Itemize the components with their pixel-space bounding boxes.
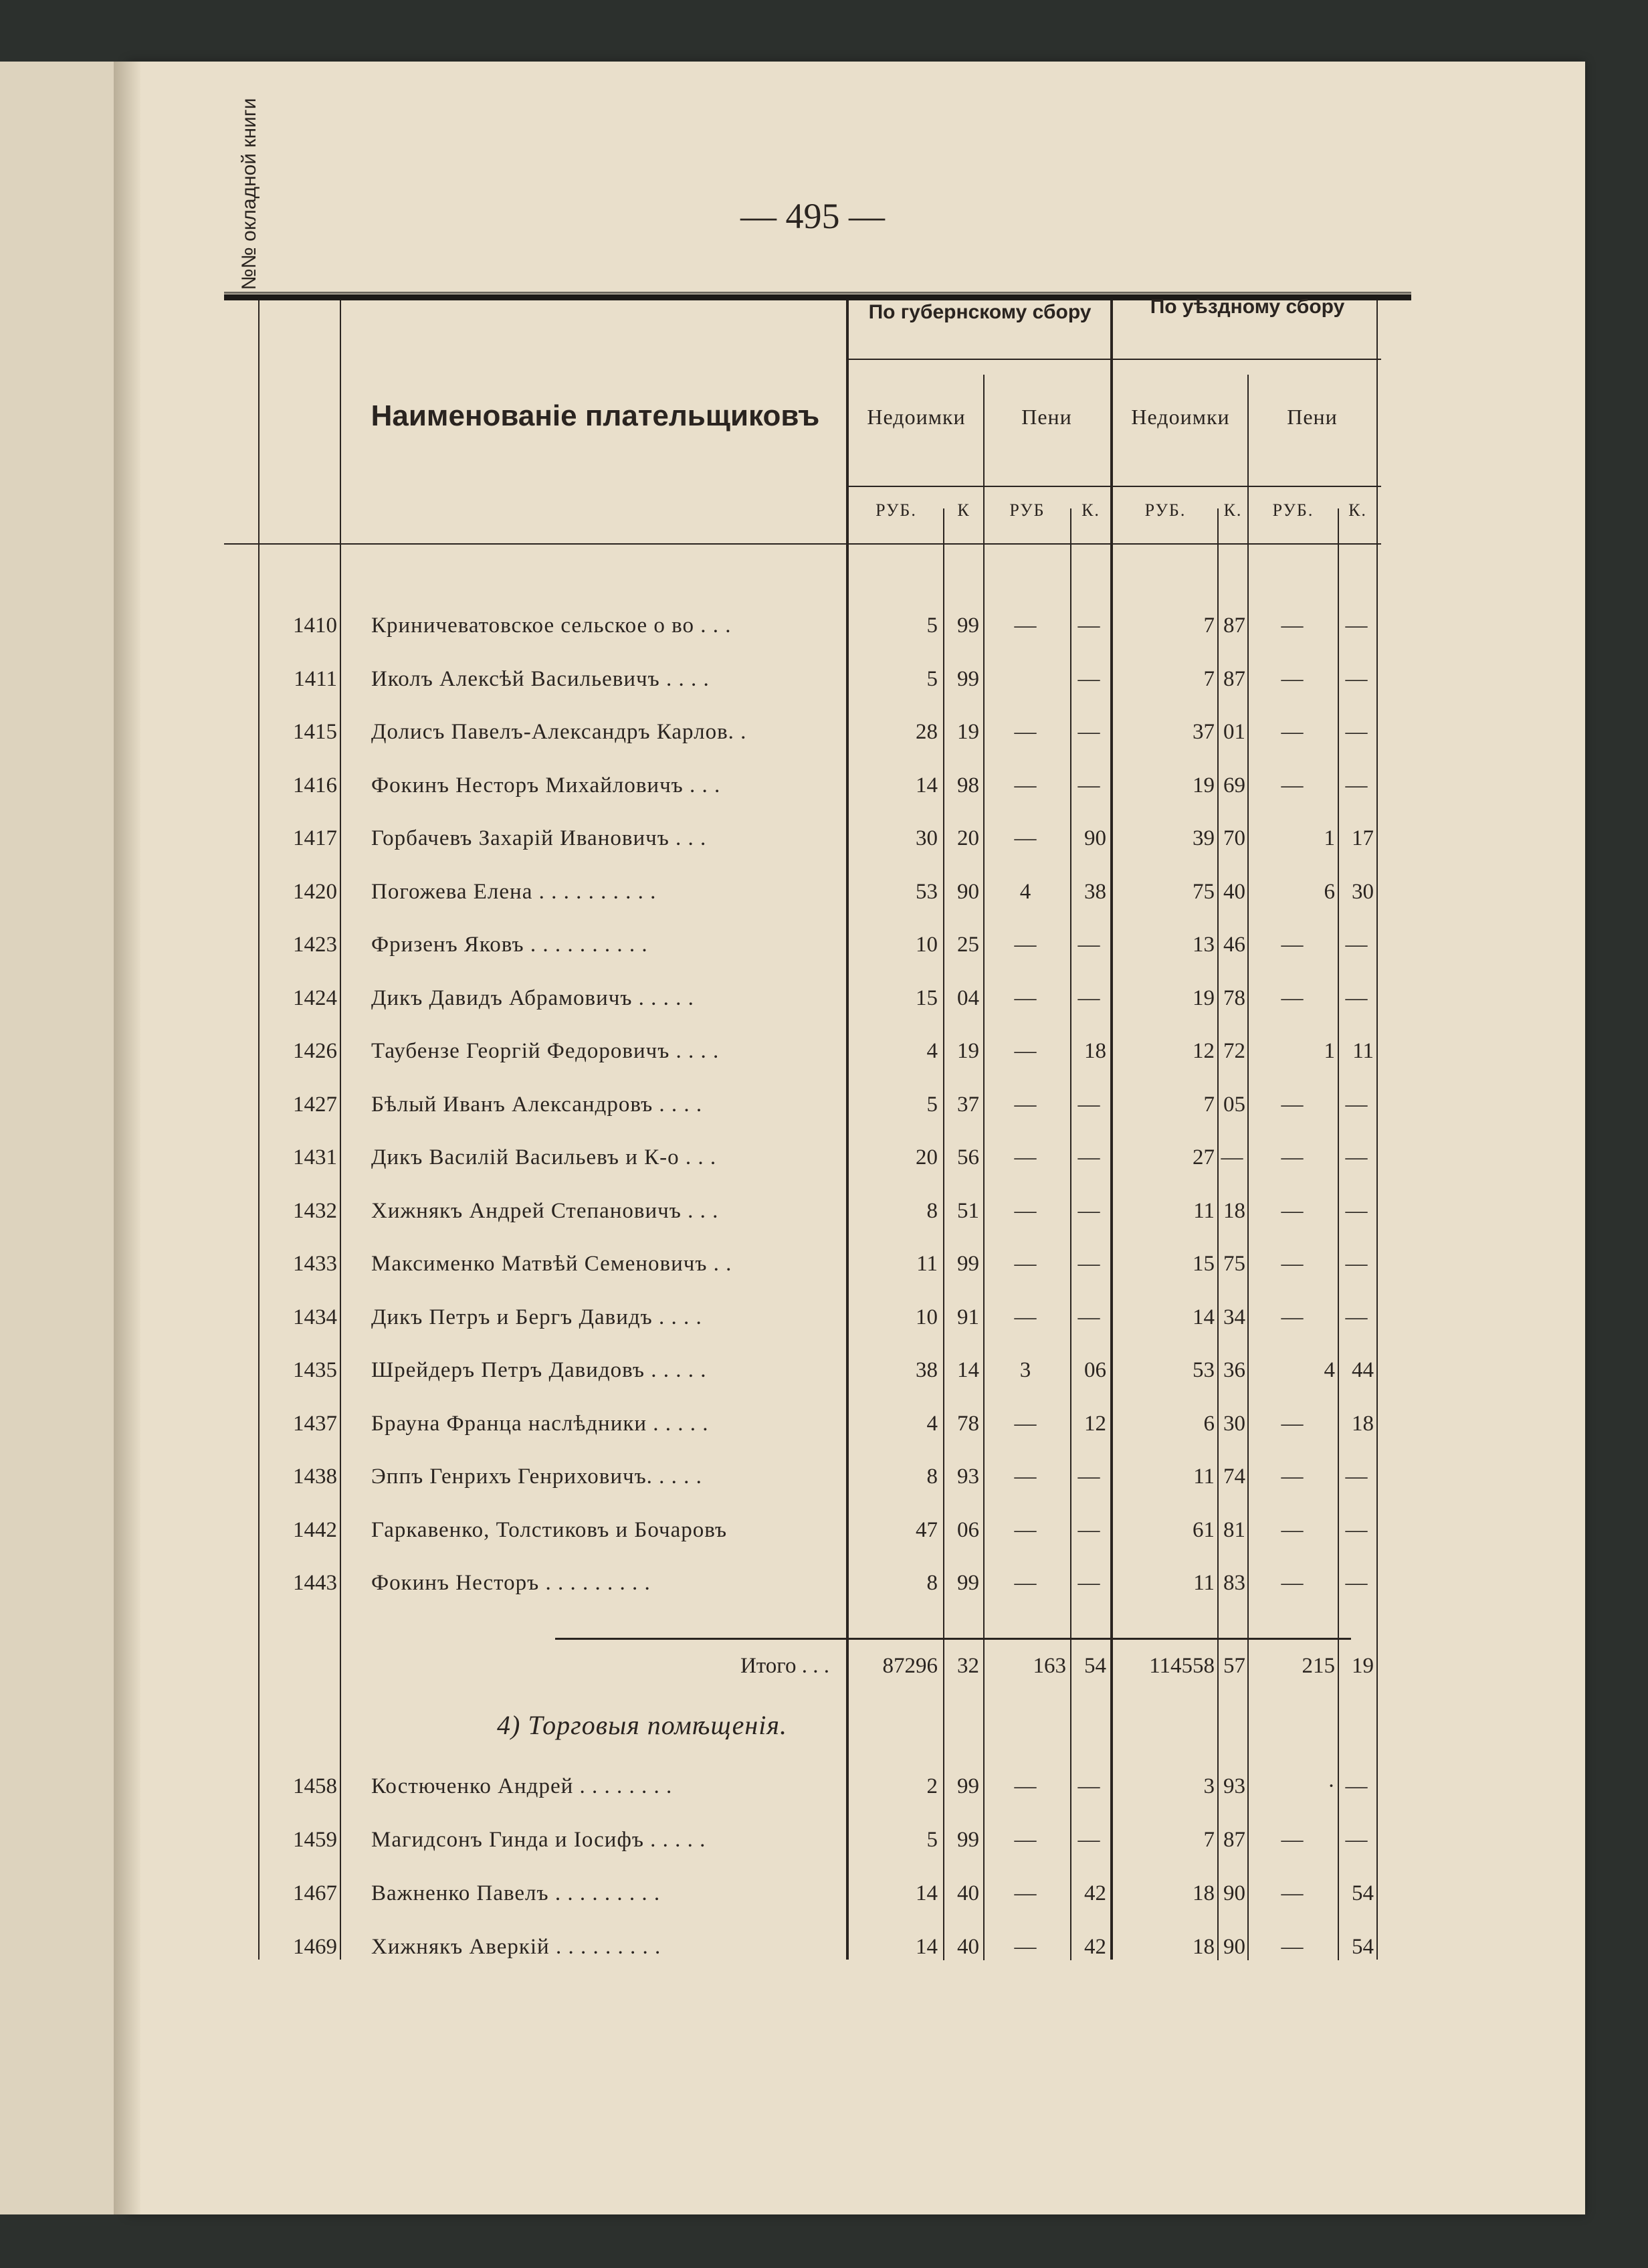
table-row — [0, 1456, 1648, 1497]
gub-arrears-kop-cell: 19 — [957, 1039, 979, 1063]
gub-arrears-rub-cell: 8 — [926, 1198, 938, 1223]
uezd-arrears-kop-cell: 36 — [1223, 1358, 1245, 1382]
uezd-arrears-rub-cell: 39 — [1193, 826, 1215, 850]
uezd-fine-kop-cell: 17 — [1352, 826, 1374, 850]
payer-name-cell: Фризенъ Яковъ . . . . . . . . . . — [371, 933, 648, 957]
table-row — [0, 605, 1648, 646]
uezd-fine-rub-cell: — — [1281, 1145, 1304, 1169]
gub-fine-rub-cell: — — [1014, 720, 1037, 744]
uezd-fine-rub-cell: — — [1281, 1571, 1304, 1595]
uezd-arrears-rub-cell: 7 — [1203, 1828, 1215, 1852]
uezd-arrears-kop-cell: 40 — [1223, 879, 1245, 904]
book-number-cell: 1423 — [293, 933, 337, 957]
uezd-arrears-kop-cell: 90 — [1223, 1935, 1245, 1959]
uezd-fine-kop-cell: — — [1345, 666, 1368, 691]
total-gub-fine-kop: 54 — [1084, 1654, 1106, 1678]
uezd-fine-rub-cell: — — [1281, 666, 1304, 691]
uezd-fine-kop-cell: — — [1345, 1774, 1368, 1798]
payer-name-cell: Иколъ Алексѣй Васильевичъ . . . . — [371, 666, 710, 691]
uezd-arrears-kop-cell: 83 — [1223, 1571, 1245, 1595]
uezd-fine-kop-cell: — — [1345, 985, 1368, 1010]
gub-fine-kop-cell: — — [1077, 1828, 1100, 1852]
uezd-arrears-rub-cell: 15 — [1193, 1252, 1215, 1276]
gub-arrears-rub-cell: 10 — [916, 933, 938, 957]
top-rule-thin — [224, 292, 1411, 294]
table-row — [0, 1244, 1648, 1284]
uezd-arrears-kop-cell: 46 — [1223, 933, 1245, 957]
book-number-cell: 1467 — [293, 1881, 337, 1905]
payer-name-cell: Бѣлый Иванъ Александровъ . . . . — [371, 1092, 703, 1117]
unit-rub-3: РУБ. — [1144, 500, 1187, 520]
uezd-arrears-rub-cell: 37 — [1193, 720, 1215, 744]
unit-rub-1: РУБ. — [875, 500, 917, 520]
payer-name-cell: Брауна Франца наслѣдники . . . . . — [371, 1411, 709, 1436]
uezd-arrears-kop-cell: 81 — [1223, 1517, 1245, 1542]
gub-fine-rub-cell: — — [1014, 985, 1037, 1010]
section-title: 4) Торговыя помѣщенія. — [497, 1710, 787, 1740]
table-row — [0, 659, 1648, 699]
gub-arrears-rub-cell: 14 — [916, 1881, 938, 1905]
uezd-arrears-kop-cell: 05 — [1223, 1092, 1245, 1117]
gub-fine-rub-cell: — — [1014, 1252, 1037, 1276]
uezd-fine-kop-cell: 18 — [1352, 1411, 1374, 1436]
book-number-cell: 1432 — [293, 1198, 337, 1223]
gub-fine-rub-cell: — — [1014, 1411, 1037, 1436]
gub-fine-kop-cell: — — [1077, 1774, 1100, 1798]
total-uezd-kop: 57 — [1223, 1654, 1245, 1678]
book-number-cell: 1458 — [293, 1774, 337, 1798]
gub-arrears-rub-cell: 5 — [926, 613, 938, 638]
gub-fine-rub-cell: 4 — [1019, 879, 1031, 904]
uezd-fine-kop-cell: — — [1345, 1517, 1368, 1542]
uezd-arrears-rub-cell: 7 — [1203, 1092, 1215, 1117]
payer-name-cell: Погожева Елена . . . . . . . . . . — [371, 879, 657, 904]
gub-fines-header: Пени — [1021, 405, 1072, 429]
uezd-fine-rub-cell: — — [1281, 1411, 1304, 1436]
uezd-fine-kop-cell: 54 — [1352, 1881, 1374, 1905]
uezd-fine-rub-cell: — — [1281, 1828, 1304, 1852]
uezd-arrears-rub-cell: 7 — [1203, 666, 1215, 691]
book-number-cell: 1469 — [293, 1935, 337, 1959]
unit-rub-4: РУБ. — [1272, 500, 1314, 520]
gub-arrears-kop-cell: 99 — [957, 1252, 979, 1276]
total-uezd-rub: 114558 — [1149, 1654, 1215, 1678]
gub-fine-rub-cell: 3 — [1019, 1358, 1031, 1382]
uezd-fine-kop-cell: — — [1345, 1145, 1368, 1169]
gub-fine-kop-cell: — — [1077, 933, 1100, 957]
gub-arrears-rub-cell: 11 — [916, 1252, 938, 1276]
uezd-arrears-rub-cell: 11 — [1193, 1198, 1215, 1223]
table-row — [0, 1820, 1648, 1860]
table-row — [0, 1563, 1648, 1603]
gub-fine-rub-cell: — — [1014, 773, 1037, 797]
uezd-arrears-kop-cell: 18 — [1223, 1198, 1245, 1223]
gub-arrears-rub-cell: 14 — [916, 773, 938, 797]
table-row — [0, 1297, 1648, 1337]
book-number-cell: 1420 — [293, 879, 337, 904]
gub-fine-rub-cell: — — [1014, 1198, 1037, 1223]
uezd-fine-kop-cell: — — [1345, 1464, 1368, 1489]
gub-arrears-rub-cell: 2 — [926, 1774, 938, 1798]
total-rule — [555, 1638, 1351, 1640]
payer-name-cell: Горбачевъ Захарій Ивановичъ . . . — [371, 826, 707, 850]
uezd-arrears-rub-cell: 11 — [1193, 1464, 1215, 1489]
gub-arrears-rub-cell: 15 — [916, 985, 938, 1010]
subheader-rule — [846, 359, 1381, 360]
payer-name-cell: Таубензе Георгій Федоровичъ . . . . — [371, 1039, 720, 1063]
gub-fine-kop-cell: — — [1077, 1252, 1100, 1276]
uezd-arrears-kop-cell: 69 — [1223, 773, 1245, 797]
uezd-arrears-rub-cell: 6 — [1203, 1411, 1215, 1436]
gub-fine-rub-cell: — — [1014, 1039, 1037, 1063]
page-number: — 495 — — [740, 196, 885, 236]
book-number-cell: 1433 — [293, 1252, 337, 1276]
gub-arrears-rub-cell: 14 — [916, 1935, 938, 1959]
book-number-cell: 1431 — [293, 1145, 337, 1169]
header-bottom-rule — [224, 543, 1381, 545]
gub-fine-kop-cell: — — [1077, 773, 1100, 797]
gub-fine-kop-cell: 38 — [1084, 879, 1106, 904]
gub-fine-kop-cell: — — [1077, 1464, 1100, 1489]
uezd-arrears-rub-cell: 12 — [1193, 1039, 1215, 1063]
gub-arrears-kop-cell: 51 — [957, 1198, 979, 1223]
gub-fine-rub-cell: — — [1014, 1517, 1037, 1542]
table-row — [0, 925, 1648, 965]
gub-fine-kop-cell: — — [1077, 1517, 1100, 1542]
gub-arrears-kop-cell: 99 — [957, 1774, 979, 1798]
gub-fine-kop-cell: — — [1077, 1571, 1100, 1595]
uezd-arrears-rub-cell: 18 — [1193, 1881, 1215, 1905]
unit-rub-2: РУБ — [1009, 500, 1045, 520]
payer-name-cell: Эппъ Генрихъ Генриховичъ. . . . . — [371, 1464, 702, 1489]
uezd-arrears-rub-cell: 14 — [1193, 1305, 1215, 1329]
uezd-arrears-kop-cell: 72 — [1223, 1039, 1245, 1063]
gub-fine-kop-cell: 42 — [1084, 1935, 1106, 1959]
uezd-arrears-kop-cell: 30 — [1223, 1411, 1245, 1436]
uezd-fine-kop-cell: — — [1345, 720, 1368, 744]
uezd-arrears-rub-cell: 75 — [1193, 879, 1215, 904]
gub-arrears-kop-cell: 99 — [957, 1571, 979, 1595]
payer-name-cell: Дикъ Петръ и Бергъ Давидъ . . . . — [371, 1305, 702, 1329]
uezd-fine-rub-cell: · — [1328, 1774, 1335, 1798]
gub-fine-rub-cell: — — [1014, 1935, 1037, 1959]
uezd-fine-rub-cell: — — [1281, 1305, 1304, 1329]
gub-fine-kop-cell: 90 — [1084, 826, 1106, 850]
gub-fine-rub-cell: — — [1014, 933, 1037, 957]
table-row — [0, 1350, 1648, 1390]
gub-arrears-kop-cell: 99 — [957, 666, 979, 691]
uezd-fine-rub-cell: — — [1281, 1935, 1304, 1959]
payer-name-cell: Фокинъ Несторъ . . . . . . . . . — [371, 1571, 651, 1595]
book-number-cell: 1410 — [293, 613, 337, 638]
total-label: Итого . . . — [740, 1654, 829, 1678]
unit-kop-1: К — [957, 500, 970, 520]
uezd-arrears-kop-cell: 34 — [1223, 1305, 1245, 1329]
gub-arrears-rub-cell: 5 — [926, 1828, 938, 1852]
uezd-fine-rub-cell: — — [1281, 1517, 1304, 1542]
total-uezd-fine-rub: 215 — [1302, 1654, 1335, 1678]
total-gub-fine-rub: 163 — [1033, 1654, 1066, 1678]
gub-arrears-rub-cell: 8 — [926, 1571, 938, 1595]
uezd-fine-rub-cell: — — [1281, 1198, 1304, 1223]
gub-arrears-header: Недоимки — [867, 405, 966, 429]
gub-arrears-rub-cell: 4 — [926, 1039, 938, 1063]
uezd-fine-rub-cell: — — [1281, 1252, 1304, 1276]
gub-fine-rub-cell: — — [1014, 1092, 1037, 1117]
book-number-cell: 1416 — [293, 773, 337, 797]
col-rule-6 — [1110, 300, 1113, 1960]
uezd-arrears-kop-cell: — — [1221, 1145, 1243, 1169]
gub-arrears-kop-cell: 91 — [957, 1305, 979, 1329]
uezd-fine-rub-cell: 4 — [1324, 1358, 1335, 1382]
table-row — [0, 978, 1648, 1018]
uezd-arrears-header: Недоимки — [1131, 405, 1230, 429]
book-number-cell: 1427 — [293, 1092, 337, 1117]
uezd-fine-kop-cell: — — [1345, 1198, 1368, 1223]
uezd-fines-header: Пени — [1287, 405, 1338, 429]
uezd-fine-kop-cell: 30 — [1352, 879, 1374, 904]
uezd-fine-rub-cell: 6 — [1324, 879, 1335, 904]
book-number-cell: 1435 — [293, 1358, 337, 1382]
payer-name-cell: Дикъ Василій Васильевъ и К-о . . . — [371, 1145, 717, 1169]
uezd-arrears-kop-cell: 74 — [1223, 1464, 1245, 1489]
book-number-cell: 1434 — [293, 1305, 337, 1329]
book-number-cell: 1459 — [293, 1828, 337, 1852]
gub-fine-rub-cell: — — [1014, 1828, 1037, 1852]
table-row — [0, 1137, 1648, 1177]
book-number-cell: 1426 — [293, 1039, 337, 1063]
uezd-fine-kop-cell: — — [1345, 1828, 1368, 1852]
uezd-fine-rub-cell: — — [1281, 933, 1304, 957]
uezd-fine-rub-cell: — — [1281, 1092, 1304, 1117]
gub-arrears-kop-cell: 93 — [957, 1464, 979, 1489]
payer-name-cell: Дикъ Давидъ Абрамовичъ . . . . . — [371, 985, 694, 1010]
gub-fine-rub-cell: — — [1014, 826, 1037, 850]
uezd-arrears-rub-cell: 18 — [1193, 1935, 1215, 1959]
uezd-fine-kop-cell: 11 — [1352, 1039, 1374, 1063]
uezd-arrears-rub-cell: 19 — [1193, 985, 1215, 1010]
book-number-cell: 1417 — [293, 826, 337, 850]
uezd-arrears-rub-cell: 11 — [1193, 1571, 1215, 1595]
gub-fine-rub-cell: — — [1014, 1145, 1037, 1169]
col-rule-0 — [258, 300, 260, 1960]
total-uezd-fine-kop: 19 — [1352, 1654, 1374, 1678]
gub-arrears-kop-cell: 98 — [957, 773, 979, 797]
gub-arrears-rub-cell: 38 — [916, 1358, 938, 1382]
gub-fine-kop-cell: 42 — [1084, 1881, 1106, 1905]
gub-arrears-rub-cell: 4 — [926, 1411, 938, 1436]
table-row — [0, 1873, 1648, 1913]
gub-arrears-kop-cell: 20 — [957, 826, 979, 850]
gub-arrears-rub-cell: 30 — [916, 826, 938, 850]
gub-fine-kop-cell: 06 — [1084, 1358, 1106, 1382]
gub-fine-kop-cell: 18 — [1084, 1039, 1106, 1063]
uezd-arrears-kop-cell: 70 — [1223, 826, 1245, 850]
uezd-fine-kop-cell: — — [1345, 1092, 1368, 1117]
payer-name-cell: Долисъ Павелъ-Александръ Карлов. . — [371, 720, 747, 744]
col-rule-10 — [1376, 300, 1378, 1960]
uezd-arrears-rub-cell: 7 — [1203, 613, 1215, 638]
gub-fine-rub-cell: — — [1014, 1881, 1037, 1905]
unit-kop-4: К. — [1348, 500, 1367, 520]
payer-name-cell: Фокинъ Несторъ Михайловичъ . . . — [371, 773, 721, 797]
uezd-arrears-kop-cell: 01 — [1223, 720, 1245, 744]
gub-arrears-kop-cell: 19 — [957, 720, 979, 744]
uezd-fine-rub-cell: — — [1281, 1464, 1304, 1489]
book-number-header: №№ окладной книги — [238, 98, 260, 290]
uezd-fine-rub-cell: — — [1281, 985, 1304, 1010]
gub-arrears-kop-cell: 25 — [957, 933, 979, 957]
gub-arrears-kop-cell: 14 — [957, 1358, 979, 1382]
uezd-fine-kop-cell: — — [1345, 1571, 1368, 1595]
gub-fine-kop-cell: — — [1077, 666, 1100, 691]
payer-name-cell: Криничеватовское сельское о во . . . — [371, 613, 732, 638]
unit-kop-3: К. — [1223, 500, 1243, 520]
col-rule-2 — [846, 300, 849, 1960]
uezd-arrears-kop-cell: 90 — [1223, 1881, 1245, 1905]
payer-name-cell: Хижнякъ Аверкій . . . . . . . . . — [371, 1935, 661, 1959]
payer-name-cell: Магидсонъ Гинда и Іосифъ . . . . . — [371, 1828, 706, 1852]
table-row — [0, 1404, 1648, 1444]
total-row — [0, 1646, 1648, 1686]
gub-fine-kop-cell: — — [1077, 1145, 1100, 1169]
book-number-cell: 1443 — [293, 1571, 337, 1595]
book-number-cell: 1415 — [293, 720, 337, 744]
payer-name-cell: Максименко Матвѣй Семеновичъ . . — [371, 1252, 732, 1276]
uezd-fine-rub-cell: 1 — [1324, 1039, 1335, 1063]
book-number-cell: 1437 — [293, 1411, 337, 1436]
gub-arrears-kop-cell: 04 — [957, 985, 979, 1010]
book-number-cell: 1438 — [293, 1464, 337, 1489]
gub-arrears-rub-cell: 47 — [916, 1517, 938, 1542]
book-number-cell: 1411 — [294, 666, 337, 691]
uezd-fine-kop-cell: 54 — [1352, 1935, 1374, 1959]
uezd-fine-rub-cell: — — [1281, 720, 1304, 744]
gub-arrears-kop-cell: 90 — [957, 879, 979, 904]
uezd-fine-kop-cell: — — [1345, 1252, 1368, 1276]
gub-fine-rub-cell: — — [1014, 1464, 1037, 1489]
gub-arrears-kop-cell: 78 — [957, 1411, 979, 1436]
book-number-cell: 1442 — [293, 1517, 337, 1542]
uezd-arrears-rub-cell: 13 — [1193, 933, 1215, 957]
uezd-arrears-rub-cell: 19 — [1193, 773, 1215, 797]
gub-fine-kop-cell: 12 — [1084, 1411, 1106, 1436]
gub-fine-rub-cell: — — [1014, 1571, 1037, 1595]
uezd-fine-kop-cell: — — [1345, 1305, 1368, 1329]
gub-arrears-rub-cell: 8 — [926, 1464, 938, 1489]
gub-fine-kop-cell: — — [1077, 1305, 1100, 1329]
uezd-arrears-kop-cell: 78 — [1223, 985, 1245, 1010]
payer-name-header: Наименованіе плательщиковъ — [371, 399, 820, 432]
uezd-fine-kop-cell: — — [1345, 613, 1368, 638]
gub-arrears-kop-cell: 99 — [957, 1828, 979, 1852]
uezd-arrears-kop-cell: 93 — [1223, 1774, 1245, 1798]
payer-name-cell: Важненко Павелъ . . . . . . . . . — [371, 1881, 661, 1905]
table-row — [0, 765, 1648, 806]
uezd-fine-kop-cell: — — [1345, 773, 1368, 797]
table-row — [0, 1084, 1648, 1125]
gub-arrears-rub-cell: 5 — [926, 666, 938, 691]
unit-rule — [846, 486, 1381, 487]
gub-arrears-kop-cell: 56 — [957, 1145, 979, 1169]
table-row — [0, 1927, 1648, 1967]
uezd-arrears-kop-cell: 87 — [1223, 666, 1245, 691]
uezd-arrears-rub-cell: 27 — [1193, 1145, 1215, 1169]
uezd-fine-rub-cell: — — [1281, 613, 1304, 638]
payer-name-cell: Хижнякъ Андрей Степановичъ . . . — [371, 1198, 719, 1223]
uezd-arrears-rub-cell: 61 — [1193, 1517, 1215, 1542]
gub-arrears-rub-cell: 10 — [916, 1305, 938, 1329]
gub-arrears-kop-cell: 99 — [957, 613, 979, 638]
gub-arrears-rub-cell: 28 — [916, 720, 938, 744]
gub-arrears-rub-cell: 53 — [916, 879, 938, 904]
gub-fine-kop-cell: — — [1077, 720, 1100, 744]
table-row — [0, 1031, 1648, 1071]
uezd-fine-kop-cell: 44 — [1352, 1358, 1374, 1382]
uezd-arrears-kop-cell: 87 — [1223, 1828, 1245, 1852]
payer-name-cell: Гаркавенко, Толстиковъ и Бочаровъ — [371, 1517, 728, 1542]
gub-fine-rub-cell: — — [1014, 1305, 1037, 1329]
uezd-arrears-kop-cell: 87 — [1223, 613, 1245, 638]
table-row — [0, 872, 1648, 912]
gub-arrears-kop-cell: 06 — [957, 1517, 979, 1542]
uezd-arrears-rub-cell: 3 — [1203, 1774, 1215, 1798]
col-rule-1 — [340, 300, 341, 1960]
gub-fine-rub-cell: — — [1014, 1774, 1037, 1798]
gub-arrears-rub-cell: 20 — [916, 1145, 938, 1169]
gub-fine-kop-cell: — — [1077, 1198, 1100, 1223]
gub-fine-rub-cell: — — [1014, 613, 1037, 638]
gub-fine-kop-cell: — — [1077, 613, 1100, 638]
total-gub-rub: 87296 — [882, 1654, 938, 1678]
table-row — [0, 1766, 1648, 1806]
uezd-arrears-kop-cell: 75 — [1223, 1252, 1245, 1276]
gub-fine-kop-cell: — — [1077, 985, 1100, 1010]
uezd-fine-rub-cell: — — [1281, 1881, 1304, 1905]
gub-arrears-kop-cell: 37 — [957, 1092, 979, 1117]
gub-fine-kop-cell: — — [1077, 1092, 1100, 1117]
gub-collection-header: По губернскому сбору — [868, 301, 1092, 323]
uezd-collection-header: По уѣздному сбору — [1150, 296, 1345, 318]
book-number-cell: 1424 — [293, 985, 337, 1010]
table-row — [0, 712, 1648, 752]
table-row — [0, 1510, 1648, 1550]
gub-arrears-rub-cell: 5 — [926, 1092, 938, 1117]
uezd-arrears-rub-cell: 53 — [1193, 1358, 1215, 1382]
uezd-fine-kop-cell: — — [1345, 933, 1368, 957]
uezd-fine-rub-cell: 1 — [1324, 826, 1335, 850]
payer-name-cell: Шрейдеръ Петръ Давидовъ . . . . . — [371, 1358, 707, 1382]
payer-name-cell: Костюченко Андрей . . . . . . . . — [371, 1774, 673, 1798]
total-gub-kop: 32 — [957, 1654, 979, 1678]
uezd-fine-rub-cell: — — [1281, 773, 1304, 797]
table-row — [0, 818, 1648, 858]
gub-arrears-kop-cell: 40 — [957, 1881, 979, 1905]
table-row — [0, 1191, 1648, 1231]
gub-arrears-kop-cell: 40 — [957, 1935, 979, 1959]
unit-kop-2: К. — [1082, 500, 1100, 520]
